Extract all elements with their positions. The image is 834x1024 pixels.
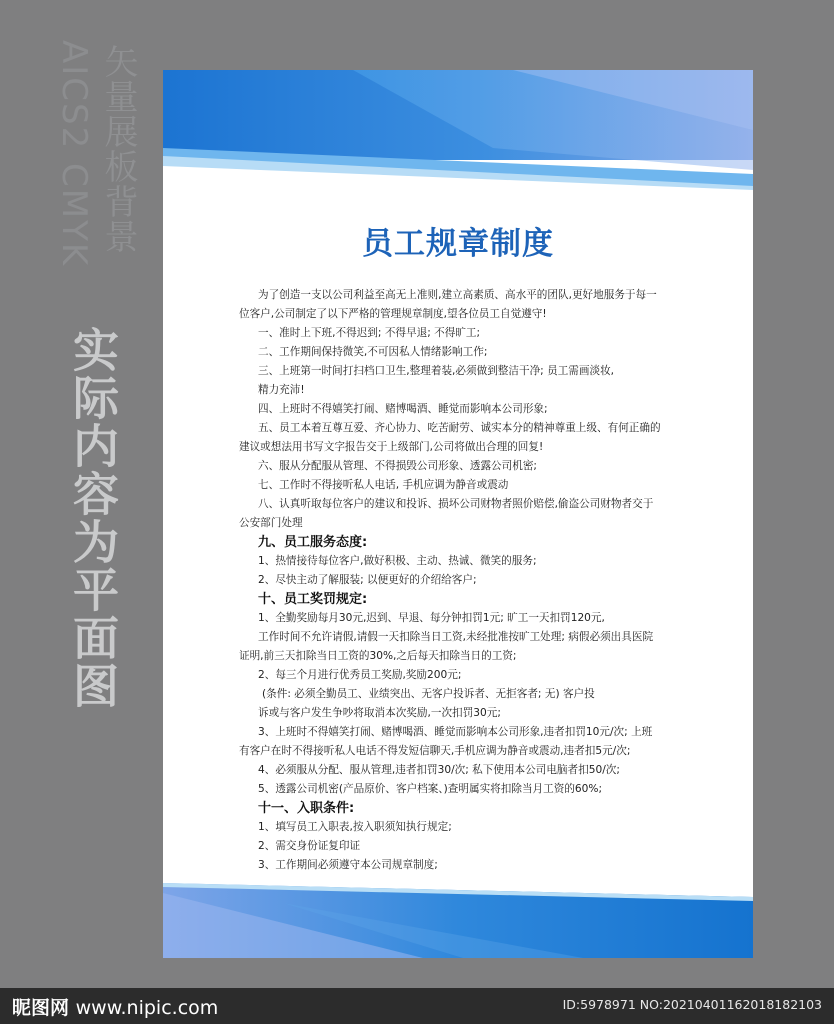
rule-line: 七、工作时不得接听私人电话, 手机应调为静音或震动 (258, 479, 509, 491)
rule-line: 六、服从分配服从管理、不得损毁公司形象、透露公司机密; (258, 460, 538, 472)
rule-line: 2、需交身份证复印证 (258, 840, 361, 852)
rule-line: 5、透露公司机密(产品原价、客户档案、)查明属实将扣除当月工资的60%; (258, 783, 603, 795)
rule-line: 位客户,公司制定了以下严格的管理规章制度,望各位员工自觉遵守! (239, 308, 547, 320)
rule-line: 1、热情接待每位客户,做好积极、主动、热诚、微笑的服务; (258, 555, 537, 567)
rule-line: 三、上班第一时间打扫档口卫生,整理着装,必须做到整洁干净; 员工需画淡妆, (258, 365, 615, 377)
poster-board (163, 70, 753, 958)
site-footer (0, 988, 834, 1024)
rule-line: 五、员工本着互尊互爱、齐心协力、吃苦耐劳、诚实本分的精神尊重上级、有何正确的 (258, 422, 661, 434)
rule-line: 四、上班时不得嬉笑打闹、赌博喝酒、睡觉而影响本公司形象; (258, 403, 548, 415)
rule-line: 一、准时上下班,不得迟到; 不得早退; 不得旷工; (258, 327, 481, 339)
site-logo[interactable] (12, 993, 218, 1020)
section-heading: 十、员工奖罚规定: (258, 592, 368, 607)
rule-line: 诉或与客户发生争吵将取消本次奖励,一次扣罚30元; (258, 707, 501, 719)
rule-line: 2、尽快主动了解服装; 以便更好的介绍给客户; (258, 574, 477, 586)
rule-line: (条件: 必须全勤员工、业绩突出、无客户投诉者、无拒客者; 无) 客户投 (262, 688, 595, 700)
rule-line: 1、全勤奖励每月30元,迟到、早退、每分钟扣罚1元; 旷工一天扣罚120元, (258, 612, 605, 624)
rule-line: 公安部门处理 (239, 517, 303, 529)
rule-line: 为了创造一支以公司利益至高无上准则,建立高素质、高水平的团队,更好地服务于每一 (258, 289, 657, 301)
section-heading: 十一、入职条件: (258, 801, 355, 816)
rule-line: 建议或想法用书写文字报告交于上级部门,公司将做出合理的回复! (239, 441, 544, 453)
side-note: 实际内容为平面图 (66, 326, 120, 710)
rule-line: 工作时间不允许请假,请假一天扣除当日工资,未经批准按旷工处理; 病假必须出具医院 (258, 631, 654, 643)
site-url: www.nipic.com (75, 997, 219, 1019)
rule-line: 4、必须服从分配、服从管理,违者扣罚30/次; 私下使用本公司电脑者扣50/次; (258, 764, 620, 776)
page-title: 员工规章制度 (362, 226, 554, 262)
top-decoration-band (163, 70, 753, 190)
rule-line: 1、填写员工入职表,按入职须知执行规定; (258, 821, 452, 833)
image-id: ID:5978971 NO:20210401162018182103 (562, 997, 822, 1012)
rule-line: 3、上班时不得嬉笑打闹、赌博喝酒、睡觉而影响本公司形象,违者扣罚10元/次; 上班 (258, 726, 653, 738)
rule-line: 精力充沛! (258, 384, 305, 396)
section-heading: 九、员工服务态度: (258, 535, 368, 550)
site-logo-name: 昵图网 (12, 997, 70, 1019)
rule-line: 证明,前三天扣除当日工资的30%,之后每天扣除当日的工资; (239, 650, 517, 662)
rule-line: 3、工作期间必须遵守本公司规章制度; (258, 859, 438, 871)
rule-line: 二、工作期间保持微笑,不可因私人情绪影响工作; (258, 346, 488, 358)
rule-line: 2、每三个月进行优秀员工奖励,奖励200元; (258, 669, 462, 681)
side-watermark-title: 矢量展板背景 (98, 44, 138, 254)
rules-body (239, 286, 691, 875)
rule-line: 有客户在时不得接听私人电话不得发短信聊天,手机应调为静音或震动,违者扣5元/次; (239, 745, 631, 757)
rule-line: 八、认真听取每位客户的建议和投诉、损坏公司财物者照价赔偿,偷盗公司财物者交于 (258, 498, 654, 510)
side-watermark-format: AICS2 CMYK (54, 40, 94, 268)
bottom-decoration-band (163, 883, 753, 958)
